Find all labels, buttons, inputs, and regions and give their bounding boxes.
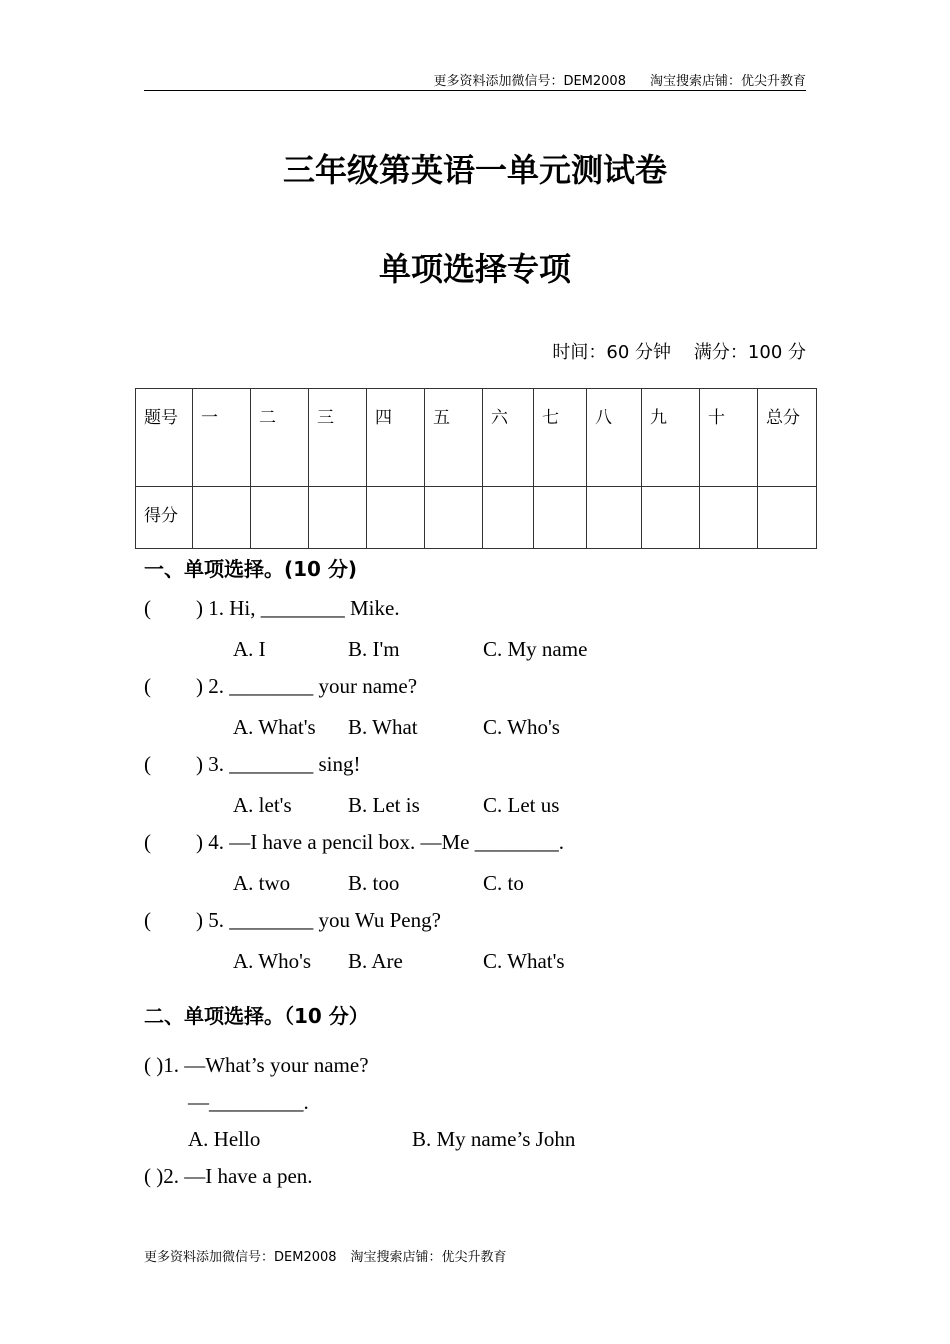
score-entry-cell[interactable] — [483, 487, 534, 549]
header-wechat: 更多资料添加微信号：DEM2008 — [433, 74, 626, 89]
answer-paren[interactable]: ( — [144, 830, 151, 854]
q4-option-a[interactable]: A. two — [233, 871, 291, 895]
score-entry-cell[interactable] — [587, 487, 642, 549]
section2-question-2-stem: ( )2. —I have a pen. — [144, 1164, 313, 1188]
header-shop: 淘宝搜索店铺：优尖升教育 — [649, 74, 806, 89]
q5-option-c[interactable]: C. What's — [483, 949, 565, 973]
q1-option-b[interactable]: B. I'm — [348, 637, 400, 661]
score-header-cell: 一 — [193, 389, 251, 487]
answer-paren[interactable]: ( — [144, 752, 151, 776]
score-entry-cell[interactable] — [251, 487, 309, 549]
section2-question-1-answer-line: —_________. — [188, 1090, 309, 1114]
score-table — [135, 388, 817, 549]
score-entry-cell[interactable] — [367, 487, 425, 549]
footer-wechat: 更多资料添加微信号：DEM2008 — [144, 1250, 337, 1265]
q2-option-c[interactable]: C. Who's — [483, 715, 560, 739]
score-header-cell: 八 — [587, 389, 642, 487]
question-3-stem: ) 3. ________ sing! — [196, 752, 361, 776]
score-table-score-row — [136, 487, 817, 549]
question-3 — [144, 752, 151, 777]
q3-option-b[interactable]: B. Let is — [348, 793, 420, 817]
score-table-header-row — [136, 389, 817, 487]
page-subtitle: 单项选择专项 — [378, 250, 571, 288]
score-header-cell: 三 — [309, 389, 367, 487]
question-5 — [144, 908, 151, 933]
question-1-stem: ) 1. Hi, ________ Mike. — [196, 596, 400, 620]
q4-option-c[interactable]: C. to — [483, 871, 524, 895]
score-header-cell: 二 — [251, 389, 309, 487]
q4-option-b[interactable]: B. too — [348, 871, 400, 895]
score-entry-cell[interactable] — [425, 487, 483, 549]
page-header — [144, 70, 806, 91]
score-header-cell: 七 — [534, 389, 587, 487]
question-5-stem: ) 5. ________ you Wu Peng? — [196, 908, 441, 932]
question-1 — [144, 596, 151, 621]
answer-paren[interactable]: ( — [144, 674, 151, 698]
score-header-cell: 十 — [700, 389, 758, 487]
score-header-cell: 九 — [642, 389, 700, 487]
score-row-label: 得分 — [136, 487, 193, 549]
q3-option-a[interactable]: A. let's — [233, 793, 292, 817]
q2-option-a[interactable]: A. What's — [233, 715, 316, 739]
score-entry-cell[interactable] — [309, 487, 367, 549]
page-title: 三年级第英语一单元测试卷 — [282, 151, 667, 189]
question-2-stem: ) 2. ________ your name? — [196, 674, 418, 698]
question-4 — [144, 830, 151, 855]
q2-option-b[interactable]: B. What — [348, 715, 418, 739]
s2q1-option-a[interactable]: A. Hello — [188, 1127, 261, 1151]
exam-meta — [552, 338, 806, 364]
section2-question-1-stem: ( )1. —What’s your name? — [144, 1053, 369, 1077]
answer-paren[interactable]: ( — [144, 908, 151, 932]
s2q1-option-b[interactable]: B. My name’s John — [412, 1127, 576, 1151]
q1-option-a[interactable]: A. I — [233, 637, 266, 661]
answer-paren[interactable]: ( — [144, 596, 151, 620]
q3-option-c[interactable]: C. Let us — [483, 793, 560, 817]
score-header-cell: 总分 — [758, 389, 817, 487]
score-header-cell: 四 — [367, 389, 425, 487]
score-header-cell: 五 — [425, 389, 483, 487]
score-entry-cell[interactable] — [758, 487, 817, 549]
q5-option-b[interactable]: B. Are — [348, 949, 403, 973]
section-1-title: 一、单项选择。(10 分) — [144, 557, 358, 581]
q1-option-c[interactable]: C. My name — [483, 637, 588, 661]
score-entry-cell[interactable] — [700, 487, 758, 549]
exam-time: 时间：60 分钟 — [552, 342, 672, 363]
question-2 — [144, 674, 151, 699]
footer-shop: 淘宝搜索店铺：优尖升教育 — [350, 1250, 507, 1265]
exam-full-score: 满分：100 分 — [693, 342, 806, 363]
score-header-cell: 题号 — [136, 389, 193, 487]
page-footer — [144, 1246, 507, 1265]
score-entry-cell[interactable] — [642, 487, 700, 549]
section-2-title: 二、单项选择。（10 分） — [144, 1004, 369, 1028]
question-4-stem: ) 4. —I have a pencil box. —Me ________. — [196, 830, 565, 854]
q5-option-a[interactable]: A. Who's — [233, 949, 312, 973]
score-header-cell: 六 — [483, 389, 534, 487]
score-entry-cell[interactable] — [534, 487, 587, 549]
score-entry-cell[interactable] — [193, 487, 251, 549]
